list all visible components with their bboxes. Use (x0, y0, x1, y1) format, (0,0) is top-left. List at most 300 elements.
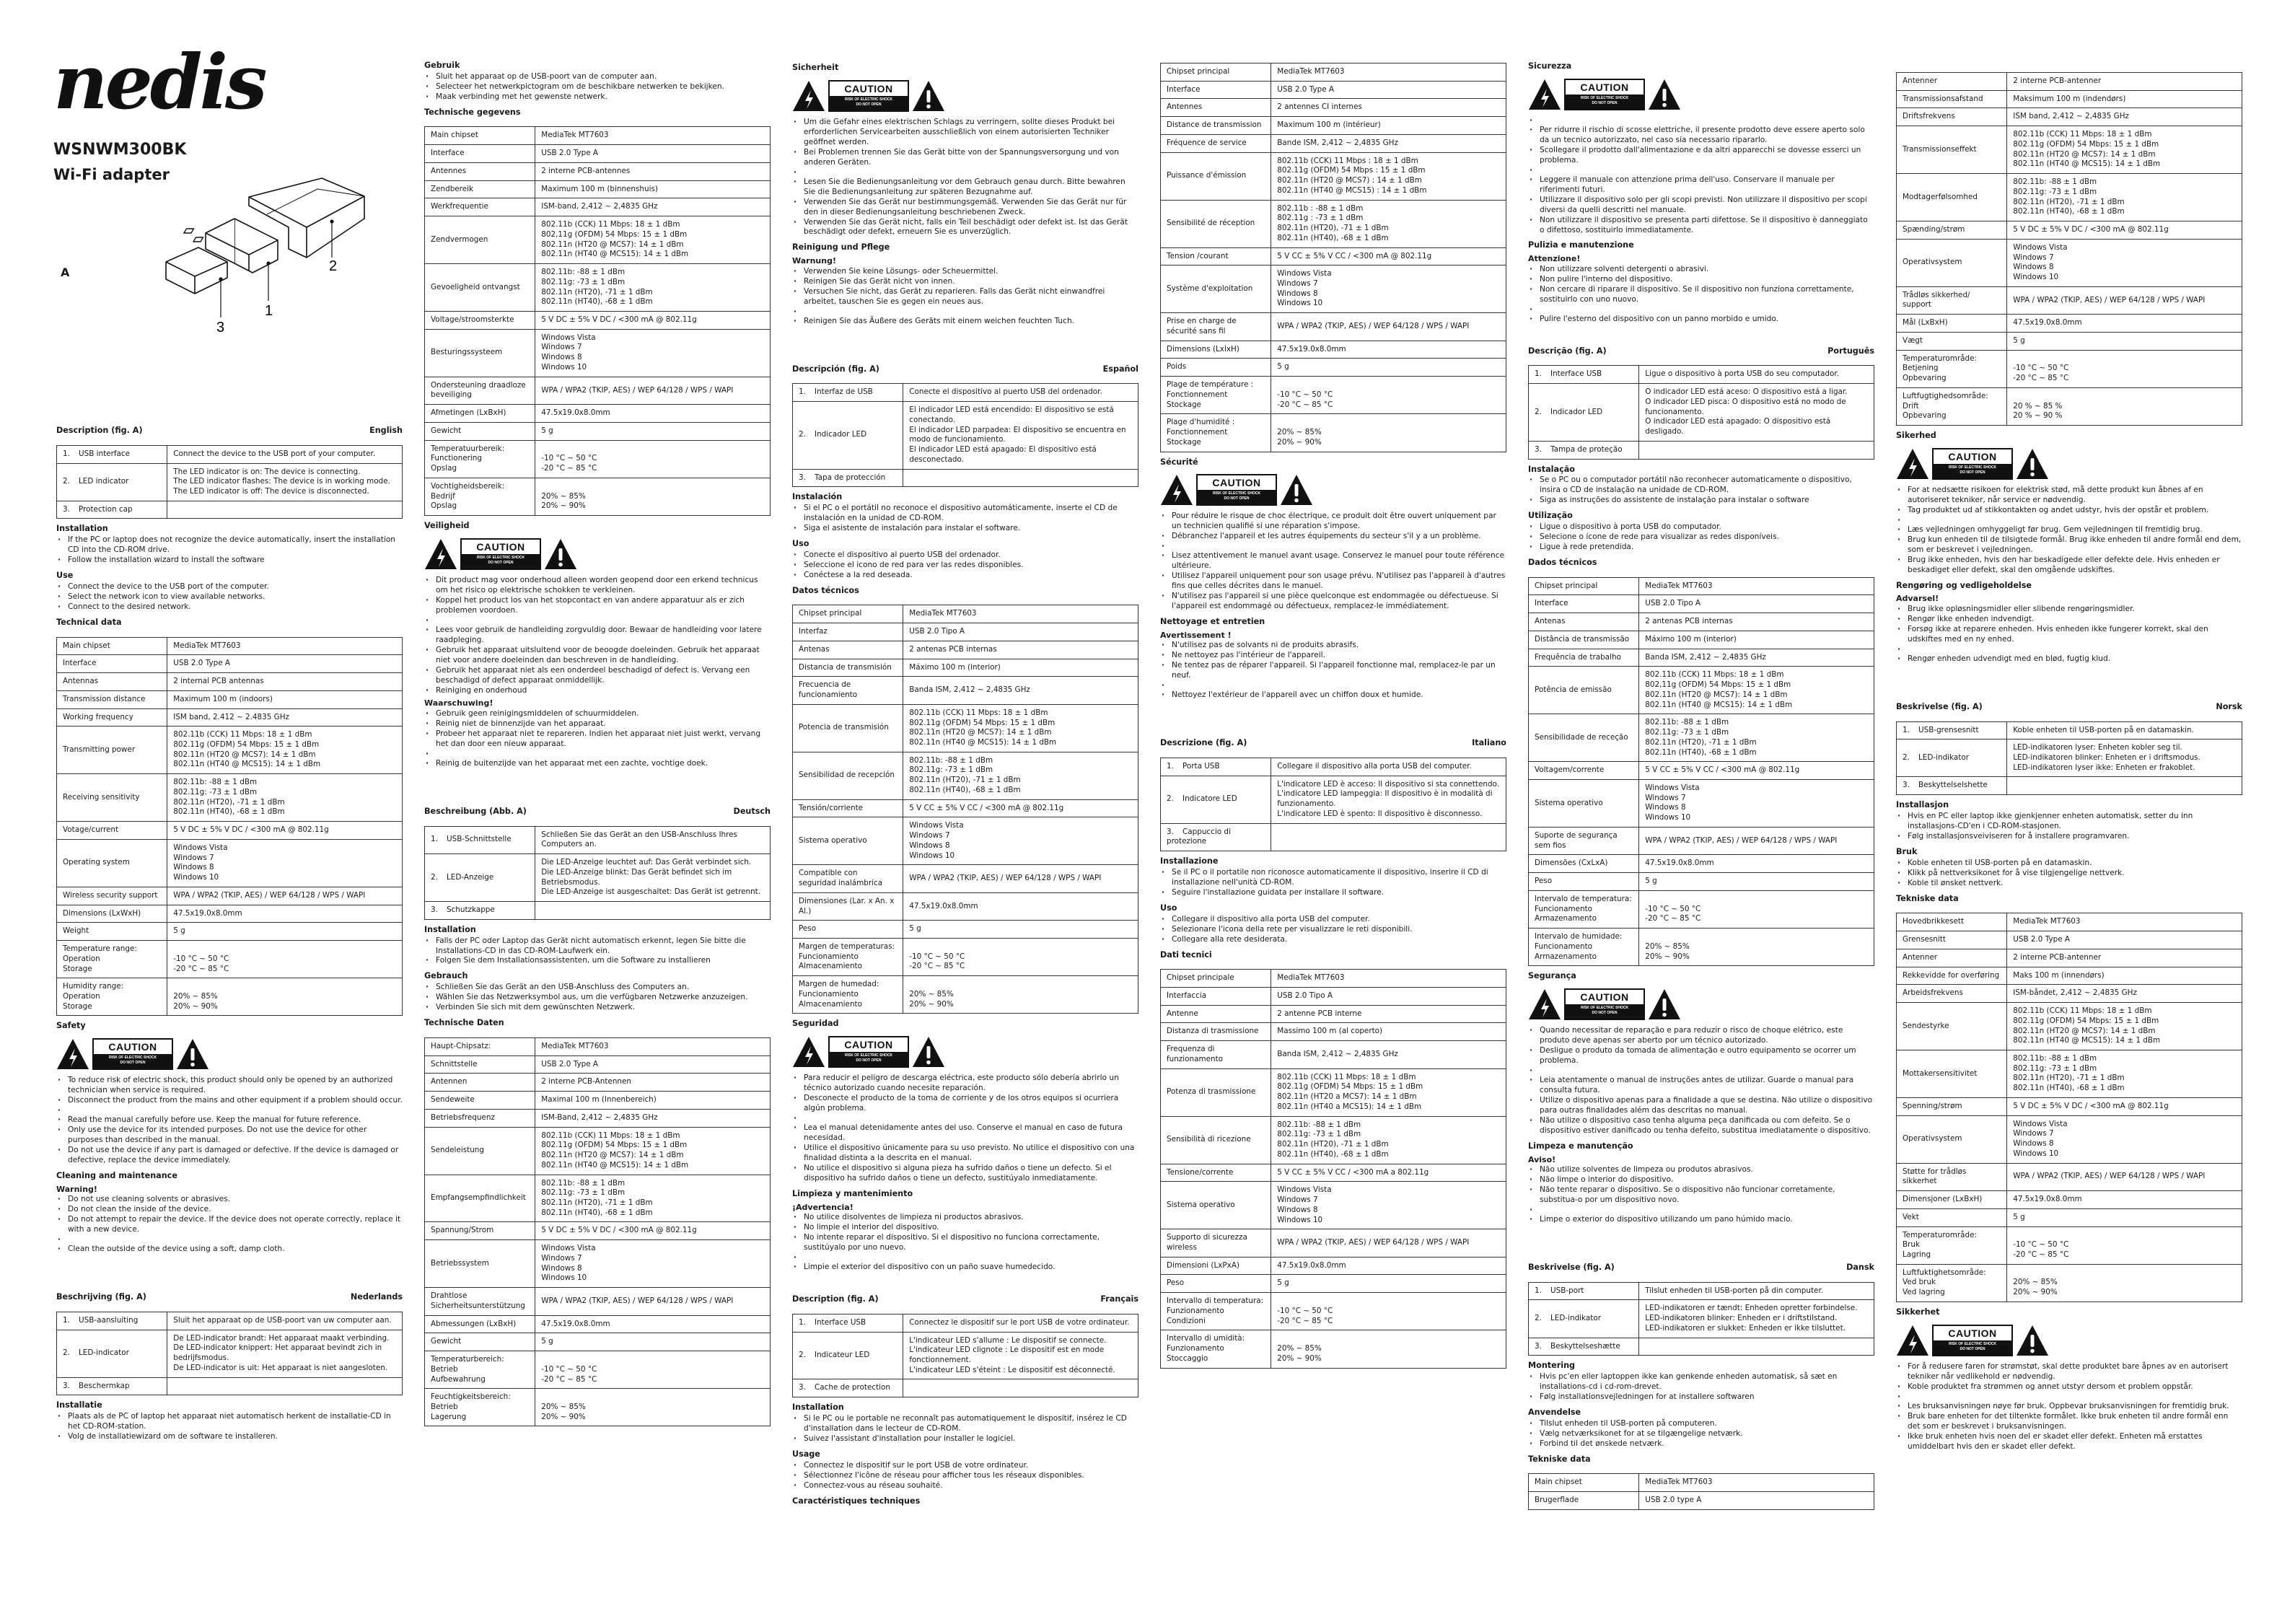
spec-value (1271, 1116, 1506, 1164)
table-row (425, 422, 771, 440)
spec-label-line: Potenza di trasmissione (1167, 1087, 1256, 1097)
table-row (1529, 384, 1874, 442)
spec-label-line: Distanza di trasmissione (1167, 1027, 1259, 1036)
bullet-item: · Selecteer het netwerkpictogram om de beschikbare netwerken te bekijken. (424, 82, 771, 92)
spec-label (1897, 315, 2007, 333)
part-number: 3. (63, 504, 70, 514)
spec-value-line: Windows 10 (541, 362, 587, 372)
spec-label-line: Mål (LxBxH) (1903, 318, 1948, 328)
spec-label (1161, 1330, 1271, 1368)
spec-value-line: 5 g (1277, 362, 1289, 372)
bullet-item: · Si le PC ou le portable ne reconnaît pas automatiquement le dispositif, insérez le CD d'installation dans le lecteur de CD-ROM. (792, 1414, 1138, 1434)
table-row (1161, 134, 1506, 152)
spec-label-line: Receiving sensitivity (63, 792, 140, 802)
spec-label (1161, 377, 1271, 414)
table-row (1529, 595, 1874, 613)
spec-label (793, 921, 903, 939)
spec-value-line (2013, 392, 2236, 402)
spec-label (793, 659, 903, 677)
description-line: Koble enheten til USB-porten på en datamaskin. (2013, 725, 2194, 734)
description-line: O indicador LED está aceso: O dispositivo está a ligar. (1645, 387, 1848, 397)
spec-value (1271, 152, 1506, 200)
table-row (1897, 108, 2242, 126)
table-row (1161, 152, 1506, 200)
section-header (1528, 1263, 1874, 1273)
spec-value-line: Windows 8 (909, 840, 950, 850)
spec-value-line (2013, 354, 2236, 364)
spec-label (1897, 126, 2007, 174)
spec-value (1639, 595, 1874, 613)
part-cell (1529, 366, 1639, 384)
spec-label (1161, 134, 1271, 152)
table-row (1161, 1275, 1506, 1293)
language-label: Italiano (1472, 738, 1506, 748)
spec-label (57, 655, 167, 673)
bullet-item: · Verbinden Sie sich mit dem gewünschten Netzwerk. (424, 1003, 771, 1013)
part-number: 1. (799, 387, 806, 397)
spec-label (1529, 595, 1639, 613)
bullet-item (1528, 1206, 1874, 1215)
table-row (57, 445, 403, 463)
use-list (1528, 1419, 1874, 1449)
bullet-item: · Sluit het apparaat op de USB-poort van de computer aan. (424, 72, 771, 82)
table-row (1529, 631, 1874, 649)
spec-label-line: Interface (1167, 84, 1201, 94)
table-row (1529, 441, 1874, 459)
part-description (1271, 776, 1506, 823)
table-row (1161, 1164, 1506, 1182)
spec-label (1529, 890, 1639, 928)
bullet-item: · Utilice el dispositivo únicamente para su uso previsto. No utilice el dispositivo con una finalidad distinta a la descrita en el manual. (792, 1144, 1138, 1164)
spec-value-line: Windows 7 (541, 1253, 582, 1263)
table-row (57, 501, 403, 519)
spec-label (425, 162, 535, 180)
part-name: Beschermkap (79, 1381, 130, 1390)
spec-label-line: Temperatuurbereik: (431, 444, 505, 453)
bullet-item: · Ligue o dispositivo à porta USB do computador. (1528, 522, 1874, 532)
exclamation-warning-icon (912, 1036, 945, 1068)
part-description (2007, 777, 2242, 795)
spec-label (57, 905, 167, 923)
spec-label (1897, 1264, 2007, 1302)
table-row (1897, 1115, 2242, 1163)
part-cell (1161, 776, 1271, 823)
cleaning-heading: Cleaning and maintenance (56, 1170, 177, 1180)
part-description (535, 826, 771, 853)
spec-value-line: MediaTek MT7603 (173, 641, 241, 650)
spec-label (1161, 313, 1271, 341)
installation-heading: Installation (56, 524, 108, 534)
spec-label (1897, 985, 2007, 1003)
safety-heading: Sécurité (1160, 457, 1198, 467)
spec-value-line: -10 °C ~ 50 °C (1645, 904, 1701, 913)
spec-value-line: -20 °C ~ 85 °C (909, 962, 965, 971)
spec-label (57, 941, 167, 978)
technical-data-table (56, 637, 403, 1017)
spec-value-line: 802.11b (CCK) 11 Mbps : 18 ± 1 dBm (1277, 156, 1418, 165)
description-line: El indicador LED está encendido: El dispositivo se está conectando. (909, 405, 1114, 424)
spec-value-line: 802,11g (OFDM) 54 Mbps: 15 ± 1 dBm (1645, 680, 1791, 690)
spec-value-line: 802.11n (HT20), -71 ± 1 dBm (1645, 737, 1757, 747)
bullet-item: · Connect the device to the USB port of the computer. (56, 582, 403, 592)
spec-label (793, 865, 903, 892)
spec-value (167, 978, 403, 1016)
spec-label (1161, 988, 1271, 1006)
spec-value-line: 47.5x19.0x8.0mm (2013, 318, 2082, 328)
table-row (57, 887, 403, 905)
product-name: Wi-Fi adapter (53, 166, 170, 183)
spec-label (793, 605, 903, 623)
spec-value-line: 802.11g: -73 ± 1 dBm (2013, 187, 2097, 196)
spec-label (1897, 174, 2007, 221)
spec-label (1897, 1115, 2007, 1163)
electric-shock-warning-icon (1896, 448, 1929, 480)
installation-heading: Installation (792, 1403, 844, 1413)
part-cell (1897, 721, 2007, 739)
spec-label-line: Empfangsempfindlichkeit (431, 1193, 526, 1203)
bullet-item: · Leia atentamente o manual de instruções antes de utilizar. Guarde o manual para consulta futura. (1528, 1076, 1874, 1096)
spec-value-line: 2 interne PCB-antenner (2013, 76, 2102, 85)
spec-value (903, 921, 1138, 939)
spec-value-line: Maximum 100 m (indoors) (173, 694, 273, 703)
spec-label-line: Peso (1167, 1278, 1185, 1288)
spec-label-line: Betjening (1903, 364, 1939, 373)
section-header (1160, 738, 1506, 749)
description-line: Schließen Sie das Gerät an den USB-Anschluss Ihres Computers an. (541, 830, 737, 849)
table-row (57, 708, 403, 727)
bullet-item: · Vælg netværksikonet for at se tilgængelige netværk. (1528, 1429, 1874, 1439)
spec-value-line: -10 °C ~ 50 °C (541, 1364, 597, 1374)
spec-label-line: Weight (63, 926, 89, 936)
safety-list (792, 1074, 1138, 1184)
caution-line-2: DO NOT OPEN (488, 560, 514, 565)
spec-label (1529, 649, 1639, 667)
table-row (425, 854, 771, 902)
table-row (57, 655, 403, 673)
caution-sign (56, 1034, 403, 1070)
spec-label-line: Afmetingen (LxBxH) (431, 408, 506, 418)
spec-label-line: Frecuencia de funcionamiento (799, 680, 858, 700)
spec-value (1271, 63, 1506, 82)
table-row (425, 1315, 771, 1333)
spec-label (425, 145, 535, 163)
spec-value-line: 802.11n (HT20 @ MCS7): 14 ± 1 dBm (2013, 1026, 2156, 1035)
part-name: Interface USB (815, 1317, 866, 1327)
safety-list (1528, 1026, 1874, 1136)
bullet-item: · N'utilisez pas l'appareil si une pièce quelconque est endommagée ou défectueuse. Si l'appareil est endommagé ou défectueux, remplacez-le immédiatement. (1160, 592, 1506, 612)
part-cell (425, 902, 535, 920)
part-description (903, 384, 1138, 402)
bullet-item: · Koble til ønsket nettverk. (1896, 879, 2242, 889)
table-row (1161, 1023, 1506, 1041)
spec-value-line: 802.11n (HT20), -71 ± 1 dBm (909, 776, 1021, 785)
spec-value (1271, 117, 1506, 135)
spec-label (1897, 350, 2007, 387)
cleaning-list (1896, 605, 2242, 664)
part-name: Beskyttelselshette (1918, 781, 1988, 790)
spec-value-line: 47.5x19.0x8.0mm (541, 408, 610, 418)
use-heading: Uso (792, 538, 809, 548)
bullet-item: · Reinigen Sie das Äußere des Geräts mit einem weichen feuchten Tuch. (792, 317, 1138, 327)
spec-value-line: 802.11n (HT40), -68 ± 1 dBm (173, 807, 285, 817)
spec-label-line: Stockage (1167, 437, 1201, 447)
part-name: Interface USB (1550, 369, 1602, 379)
bullet-item: · Lesen Sie die Bedienungsanleitung vor dem Gebrauch genau durch. Bitte bewahren Sie die Bedienungsanleitung zur späteren Bezugnahme auf. (792, 177, 1138, 198)
bullet-item: · Connect to the desired network. (56, 602, 403, 613)
safety-heading: Sicherheit (792, 63, 839, 72)
table-row (1897, 239, 2242, 286)
nedis-logo (53, 45, 364, 124)
table-row (1529, 613, 1874, 631)
spec-value-line: 20% ~ 90% (541, 501, 586, 511)
spec-label (1897, 931, 2007, 949)
technical-data-table (1896, 913, 2242, 1302)
spec-label-line: Margen de humedad: (799, 980, 879, 989)
spec-label (425, 440, 535, 478)
spec-label (1161, 1293, 1271, 1330)
spec-label-line: Temperaturområde: (1903, 1230, 1978, 1239)
spec-label (1161, 1068, 1271, 1116)
use-heading: Usage (792, 1449, 820, 1459)
table-row (425, 312, 771, 330)
caution-subtitle (1198, 490, 1276, 501)
spec-label (1529, 613, 1639, 631)
bullet-item (1896, 645, 2242, 654)
bullet-item: · Reinig de buitenzijde van het apparaat met een zachte, vochtige doek. (424, 759, 771, 769)
table-row (57, 673, 403, 691)
table-row (1897, 1264, 2242, 1302)
table-row (793, 752, 1138, 799)
spec-label (1897, 1226, 2007, 1264)
spec-value-line: ISM band, 2,412 ~ 2,4835 GHz (2013, 112, 2129, 121)
spec-label-line: Luftfugtighedsområde: (1903, 391, 1988, 400)
cleaning-list (1528, 1165, 1874, 1225)
caution-title: CAUTION (462, 540, 540, 554)
bullet-item (1160, 542, 1506, 551)
safety-heading: Sikerhed (1896, 431, 1936, 441)
spec-value (1271, 1041, 1506, 1068)
spec-label (1161, 63, 1271, 82)
spec-value-line: 802,11g (OFDM) 54 Mbps: 15 ± 1 dBm (541, 229, 688, 239)
spec-label-line: Intervalo de humidade: (1535, 932, 1623, 942)
use-list (1896, 859, 2242, 889)
section-header (56, 1292, 403, 1303)
spec-value-line: -20 °C ~ 85 °C (2013, 374, 2069, 383)
spec-label-line: Antennes (431, 166, 467, 175)
spec-value-line: USB 2.0 Type A (541, 149, 599, 158)
spec-label-line: Betriebsfrequenz (431, 1112, 495, 1122)
exclamation-warning-icon (912, 80, 945, 112)
description-line: LED-indikatoren er tændt: Enheden opretter forbindelse. (1645, 1304, 1858, 1313)
spec-label (425, 1092, 535, 1110)
table-row (1161, 1293, 1506, 1330)
spec-value-line: 5 g (909, 924, 921, 934)
spec-value-line: Máximo 100 m (interior) (909, 662, 1001, 672)
spec-value (903, 752, 1138, 799)
section-header (1528, 346, 1874, 357)
spec-value-line: 802.11n (HT40 a MCS15): 14 ± 1 dBm (1277, 1102, 1422, 1111)
technical-data-heading: Datos técnicos (792, 585, 859, 595)
table-row (1529, 1338, 1874, 1356)
spec-value (535, 216, 771, 264)
cleaning-heading: Reinigung und Pflege (792, 242, 890, 253)
spec-label (425, 1109, 535, 1127)
safety-list (1160, 512, 1506, 612)
language-label: Deutsch (733, 806, 771, 816)
column-6 (1896, 63, 2242, 1452)
caution-line-2: DO NOT OPEN (1224, 496, 1250, 501)
spec-label (793, 704, 903, 752)
caution-line-1: RISK OF ELECTRIC SHOCK (476, 555, 525, 560)
bullet-item: · Følg installasjonsveiviseren for å installere programvaren. (1896, 832, 2242, 842)
table-row (1897, 1050, 2242, 1097)
warning-heading: Warnung! (792, 256, 836, 266)
part-cell (793, 1332, 903, 1379)
spec-label-line: Støtte for trådløs sikkerhet (1903, 1167, 1967, 1186)
bullet-item: · Quando necessitar de reparação e para reduzir o risco de choque elétrico, este produto deve apenas ser aberto por um técnico autorizado. (1528, 1026, 1874, 1046)
spec-value (535, 422, 771, 440)
spec-label (57, 774, 167, 822)
installation-list (1528, 475, 1874, 506)
bullet-item: · Desconecte el producto de la toma de corriente y de los otros equipos si ocurriera algún problema. (792, 1094, 1138, 1114)
description-line: El indicador LED está apagado: El dispositivo está desconectado. (909, 445, 1097, 464)
table-row (1897, 174, 2242, 221)
caution-label (92, 1038, 173, 1070)
bullet-item: · Do not clean the inside of the device. (56, 1205, 403, 1215)
spec-value (167, 708, 403, 727)
spec-value-line: 20% ~ 90% (173, 1001, 218, 1011)
spec-label (425, 1288, 535, 1315)
spec-label-line: Besturingssysteem (431, 348, 503, 357)
table-row (793, 799, 1138, 817)
description-line: De LED-indicator brandt: Het apparaat maakt verbinding. (173, 1333, 390, 1343)
spec-value-line: 802.11n (HT40 @ MCS15): 14 ± 1 dBm (173, 760, 321, 769)
bullet-item: · Não limpe o interior do dispositivo. (1528, 1175, 1874, 1185)
safety-list (424, 576, 771, 696)
spec-value-line: 802.11g (OFDM) 54 Mbps : 15 ± 1 dBm (1277, 166, 1426, 175)
spec-value-line: 802.11g: -73 ± 1 dBm (909, 765, 993, 775)
part-cell (793, 1314, 903, 1332)
spec-value-line: MediaTek MT7603 (1277, 973, 1345, 983)
spec-value-line: Windows 10 (173, 873, 219, 882)
spec-value (903, 865, 1138, 892)
bullet-item: · Gebruik geen reinigingsmiddelen of schuurmiddelen. (424, 709, 771, 719)
bullet-item: · Siga el asistente de instalación para instalar el software. (792, 524, 1138, 534)
spec-value-line: WPA / WPA2 (TKIP, AES) / WEP 64/128 / WPS / WAPI (909, 874, 1102, 883)
spec-label (793, 817, 903, 865)
table-row (1161, 1257, 1506, 1275)
spec-label-line: Hovedbrikkesett (1903, 917, 1965, 926)
exclamation-warning-icon (544, 538, 577, 570)
spec-value (167, 637, 403, 655)
spec-value-line: 802.11b : -88 ± 1 dBm (1277, 203, 1364, 213)
spec-label-line: Transmission distance (63, 694, 146, 703)
cleaning-list (1160, 641, 1506, 701)
part-description (1639, 1300, 1874, 1338)
caution-line-1: RISK OF ELECTRIC SHOCK (1580, 1006, 1629, 1011)
table-row (57, 690, 403, 708)
warning-heading: Aviso! (1528, 1154, 1556, 1164)
spec-value-line: Windows 8 (2013, 1139, 2054, 1149)
spec-label-line: Stoccaggio (1167, 1353, 1208, 1363)
spec-label-line: Operating system (63, 858, 130, 867)
spec-label (1161, 81, 1271, 99)
part-description (903, 1379, 1138, 1397)
spec-value-line: 5 V CC ± 5% V CC / <300 mA @ 802.11g (909, 803, 1064, 812)
spec-value (1639, 827, 1874, 854)
part-cell (1897, 777, 2007, 795)
spec-label (1897, 1191, 2007, 1209)
table-row (425, 1288, 771, 1315)
bullet-item: · Seleccione el icono de red para ver las redes disponibles. (792, 561, 1138, 571)
bullet-item: · Brug ikke opløsningsmidler eller slibende rengøringsmidler. (1896, 605, 2242, 615)
logo-text: nedis (53, 45, 265, 124)
part-number: 3. (1167, 827, 1174, 836)
spec-label-line: Dimensions (LxWxH) (63, 908, 141, 918)
spec-value (903, 976, 1138, 1014)
description-line: LED-indikatoren blinker: Enheten er i driftsmodus. (2013, 753, 2200, 763)
spec-label-line: Storage (63, 964, 92, 973)
bullet-item: · For å redusere faren for strømstøt, skal dette produktet bare åpnes av en autorisert tekniker når vedlikehold er nødvendig. (1896, 1362, 2242, 1382)
spec-label (425, 1222, 535, 1240)
spec-label (1161, 1275, 1271, 1293)
spec-value (167, 887, 403, 905)
description-title: Descrizione (fig. A) (1160, 738, 1247, 748)
bullet-item: · Reiniging en onderhoud (424, 686, 771, 696)
spec-value-line: Windows Vista (2013, 242, 2068, 252)
spec-label-line: Luftfuktighetsområde: (1903, 1268, 1986, 1277)
spec-value-line: 802.11g (OFDM) 54 Mbps: 15 ± 1 dBm (909, 718, 1056, 727)
spec-value-line: -10 °C ~ 50 °C (541, 454, 597, 463)
spec-value-line: 2 internal PCB antennas (173, 677, 264, 686)
cleaning-list (56, 1195, 403, 1255)
spec-value-line: -20 °C ~ 85 °C (1645, 914, 1701, 923)
installation-heading: Installatie (56, 1400, 102, 1410)
bullet-item: · Probeer het apparaat niet te repareren. Indien het apparaat niet juist werkt, vervang het dan door een nieuw apparaat. (424, 729, 771, 750)
spec-label-line: Transmitting power (63, 745, 136, 754)
bullet-item: · Lees voor gebruik de handleiding zorgvuldig door. Bewaar de handleiding voor latere raadpleging. (424, 626, 771, 646)
spec-label (1161, 200, 1271, 247)
spec-label-line: Transmissionsafstand (1903, 94, 1983, 103)
table-row (57, 941, 403, 978)
spec-value-line: 20% ~ 90% (1277, 1353, 1322, 1363)
spec-value-line (1277, 1296, 1500, 1307)
part-description (903, 1332, 1138, 1379)
spec-value-line: 802.11n (HT20 @ MCS7): 14 ± 1 dBm (173, 750, 316, 759)
spec-value-line: WPA / WPA2 (TKIP, AES) / WEP 64/128 / WPS / WAPI (541, 1296, 734, 1305)
spec-value-line: Windows 7 (1277, 279, 1318, 289)
table-row (1529, 1474, 1874, 1492)
bullet-item: · Forbind til det ønskede netværk. (1528, 1439, 1874, 1449)
spec-value-line: 802.11g (OFDM) 54 Mbps: 15 ± 1 dBm (541, 1141, 688, 1150)
spec-label-line: Sensibilité de réception (1167, 219, 1255, 228)
spec-label-line: Votage/current (63, 825, 119, 835)
spec-value (535, 1315, 771, 1333)
part-number: 1. (1903, 725, 1910, 734)
warning-heading: Advarsel! (1896, 594, 1939, 604)
spec-value (1639, 613, 1874, 631)
spec-label (425, 264, 535, 312)
caution-subtitle (1934, 464, 2011, 475)
part-name: LED-indikator (1918, 753, 1969, 763)
spec-label (1529, 929, 1639, 966)
spec-label-line: Sendeleistung (431, 1146, 484, 1155)
use-list (56, 582, 403, 613)
spec-value (903, 659, 1138, 677)
spec-value-line: ISM-band, 2,412 ~ 2,4835 GHz (541, 202, 658, 211)
table-row (1529, 873, 1874, 891)
spec-value-line: 20 % ~ 85 % (2013, 401, 2063, 411)
